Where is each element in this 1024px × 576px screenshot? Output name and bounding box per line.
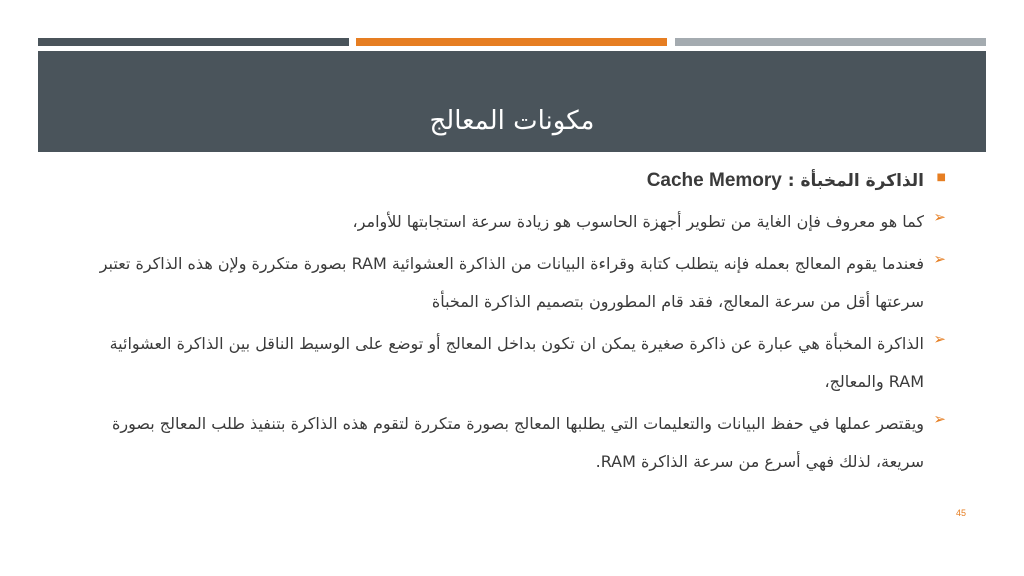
arrow-bullet-icon: ➢ (933, 208, 946, 226)
heading-arabic: الذاكرة المخبأة : (781, 171, 924, 191)
arrow-bullet-icon: ➢ (933, 410, 946, 428)
list-item (78, 405, 946, 481)
list-item (78, 245, 946, 321)
square-bullet-icon: ■ (936, 172, 946, 183)
top-bar-dark (38, 38, 349, 46)
heading-english: Cache Memory (646, 170, 782, 191)
list-item (78, 325, 946, 401)
top-bar-orange (356, 38, 667, 46)
top-accent-bars (38, 38, 986, 46)
list-item-text: ويقتصر عملها في حفظ البيانات والتعليمات التي يطلبها المعالج بصورة متكررة لتقوم هذه الذاكرة بتنفيذ طلب المعالج بصورة سريعة، لذلك فهي أسرع من سرعة الذاكرة RAM. (111, 414, 924, 471)
arrow-bullet-icon: ➢ (933, 250, 946, 268)
list-item-text: الذاكرة المخبأة هي عبارة عن ذاكرة صغيرة يمكن ان تكون بداخل المعالج أو توضع على الوسيط الناقل بين الذاكرة العشوائية RAM والمعالج، (109, 334, 924, 391)
slide-body (78, 164, 946, 481)
slide-title: مكونات المعالج (429, 106, 595, 136)
list-item (78, 203, 946, 241)
section-heading (78, 164, 924, 198)
list-item-text: كما هو معروف فإن الغاية من تطوير أجهزة الحاسوب هو زيادة سرعة استجابتها للأوامر، (352, 212, 924, 231)
list-item-text: فعندما يقوم المعالج بعمله فإنه يتطلب كتابة وقراءة البيانات من الذاكرة العشوائية RAM بصورة متكررة ولإن هذه الذاكرة تعتبر سرعتها أقل من سرعة المعالج، فقد قام المطورون بتصميم الذاكرة المخبأة (99, 254, 924, 311)
page-number: 45 (956, 508, 967, 518)
top-bar-gray (675, 38, 986, 46)
heading-item (78, 164, 946, 198)
arrow-bullet-icon: ➢ (933, 330, 946, 348)
